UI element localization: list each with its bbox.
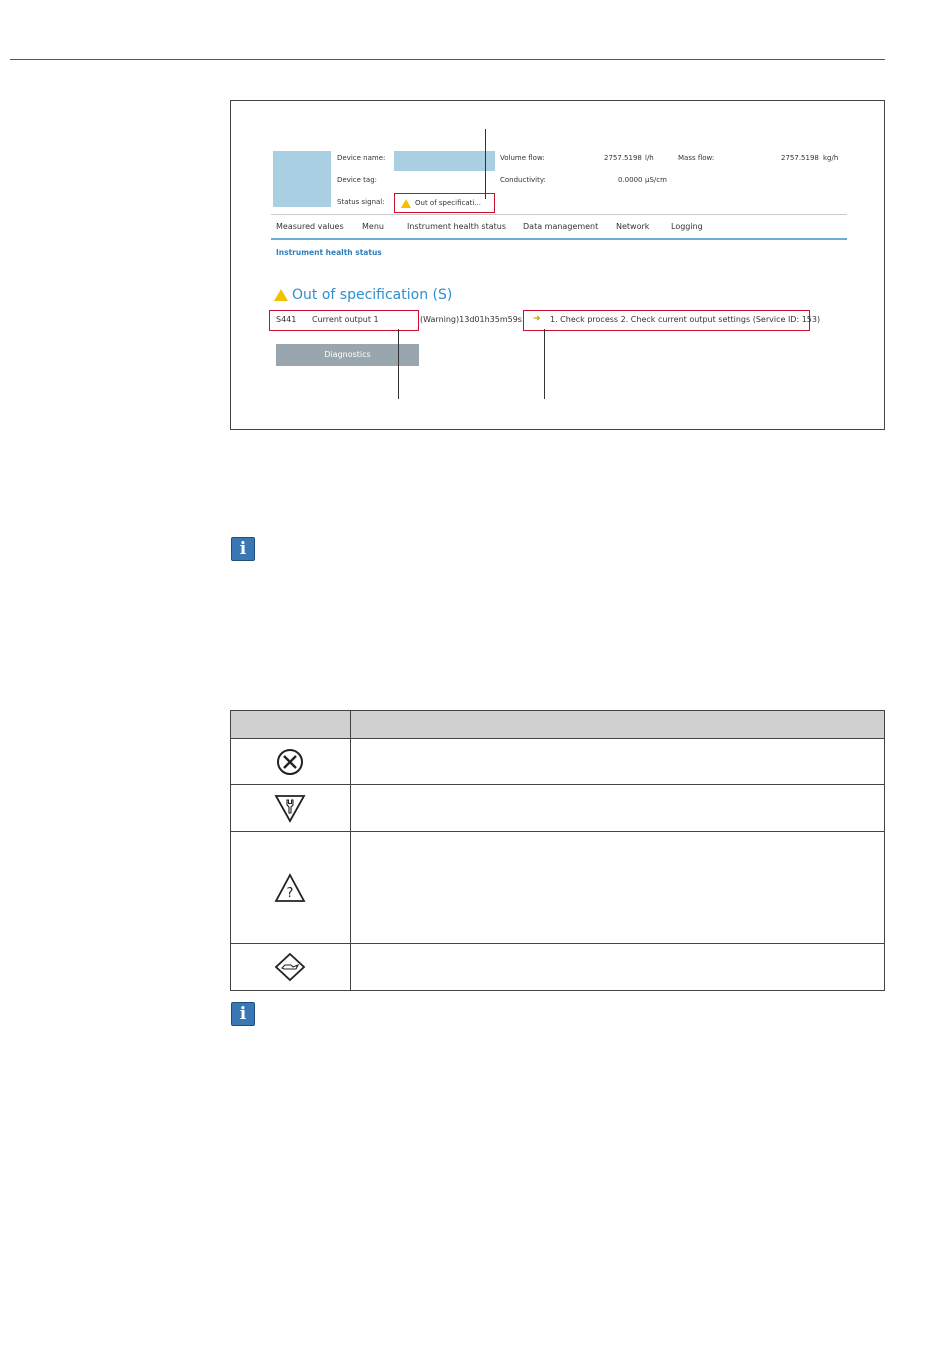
table-cell bbox=[350, 832, 884, 944]
conductivity-unit: µS/cm bbox=[645, 176, 667, 184]
conductivity-value: 0.0000 bbox=[618, 176, 643, 184]
volume-flow-value: 2757.5198 bbox=[604, 154, 642, 162]
status-signal-value: Out of specificati... bbox=[415, 199, 481, 207]
diagnostics-button[interactable]: Diagnostics bbox=[276, 344, 419, 366]
remedy-text: 1. Check process 2. Check current output settings (Service ID: 153) bbox=[550, 315, 821, 324]
info-icon: i bbox=[231, 1002, 255, 1026]
table-cell bbox=[350, 739, 884, 785]
device-tag-label: Device tag: bbox=[337, 176, 378, 184]
conductivity-label: Conductivity: bbox=[500, 176, 546, 184]
mass-flow-value: 2757.5198 bbox=[781, 154, 819, 162]
table-row bbox=[231, 785, 885, 832]
device-image-placeholder bbox=[273, 151, 331, 207]
nav-network[interactable]: Network bbox=[616, 222, 650, 231]
table-header-meaning bbox=[350, 711, 884, 739]
warning-icon bbox=[274, 289, 288, 301]
nav-divider bbox=[271, 214, 847, 215]
screenshot-figure bbox=[230, 100, 885, 430]
header-rule bbox=[10, 59, 885, 60]
warning-icon bbox=[401, 199, 411, 208]
failure-icon bbox=[275, 747, 305, 777]
breadcrumb: Instrument health status bbox=[276, 248, 382, 257]
callout-line-1 bbox=[485, 129, 486, 199]
maintenance-required-icon bbox=[274, 952, 306, 982]
out-of-specification-icon bbox=[274, 873, 306, 903]
table-header-symbol bbox=[231, 711, 351, 739]
volume-flow-label: Volume flow: bbox=[500, 154, 545, 162]
remedy-arrow-icon: ➜ bbox=[533, 314, 541, 324]
svg-text:?: ? bbox=[286, 885, 294, 901]
status-symbol-table bbox=[230, 710, 885, 991]
diag-time: (Warning)13d01h35m59s bbox=[420, 315, 522, 324]
callout-line-3 bbox=[544, 329, 545, 399]
table-cell bbox=[350, 944, 884, 991]
device-name-field bbox=[394, 151, 495, 171]
table-row bbox=[231, 832, 885, 944]
status-signal-highlight bbox=[394, 193, 495, 213]
callout-line-2 bbox=[398, 329, 399, 399]
info-icon: i bbox=[231, 537, 255, 561]
table-header-row bbox=[231, 711, 885, 739]
nav-measured-values[interactable]: Measured values bbox=[276, 222, 344, 231]
function-check-icon bbox=[274, 793, 306, 823]
nav-logging[interactable]: Logging bbox=[671, 222, 703, 231]
mass-flow-unit: kg/h bbox=[823, 154, 839, 162]
table-cell bbox=[350, 785, 884, 832]
volume-flow-unit: l/h bbox=[645, 154, 654, 162]
nav-instrument-health-status[interactable]: Instrument health status bbox=[407, 222, 507, 231]
table-row bbox=[231, 739, 885, 785]
table-row bbox=[231, 944, 885, 991]
nav-menu[interactable]: Menu bbox=[362, 222, 384, 231]
diag-code: S441 bbox=[276, 315, 297, 324]
diag-text: Current output 1 bbox=[312, 315, 379, 324]
nav-underline bbox=[271, 238, 847, 240]
nav-data-management[interactable]: Data management bbox=[523, 222, 599, 231]
status-signal-label: Status signal: bbox=[337, 198, 385, 206]
mass-flow-label: Mass flow: bbox=[678, 154, 715, 162]
device-name-label: Device name: bbox=[337, 154, 386, 162]
status-title: Out of specification (S) bbox=[292, 287, 453, 303]
